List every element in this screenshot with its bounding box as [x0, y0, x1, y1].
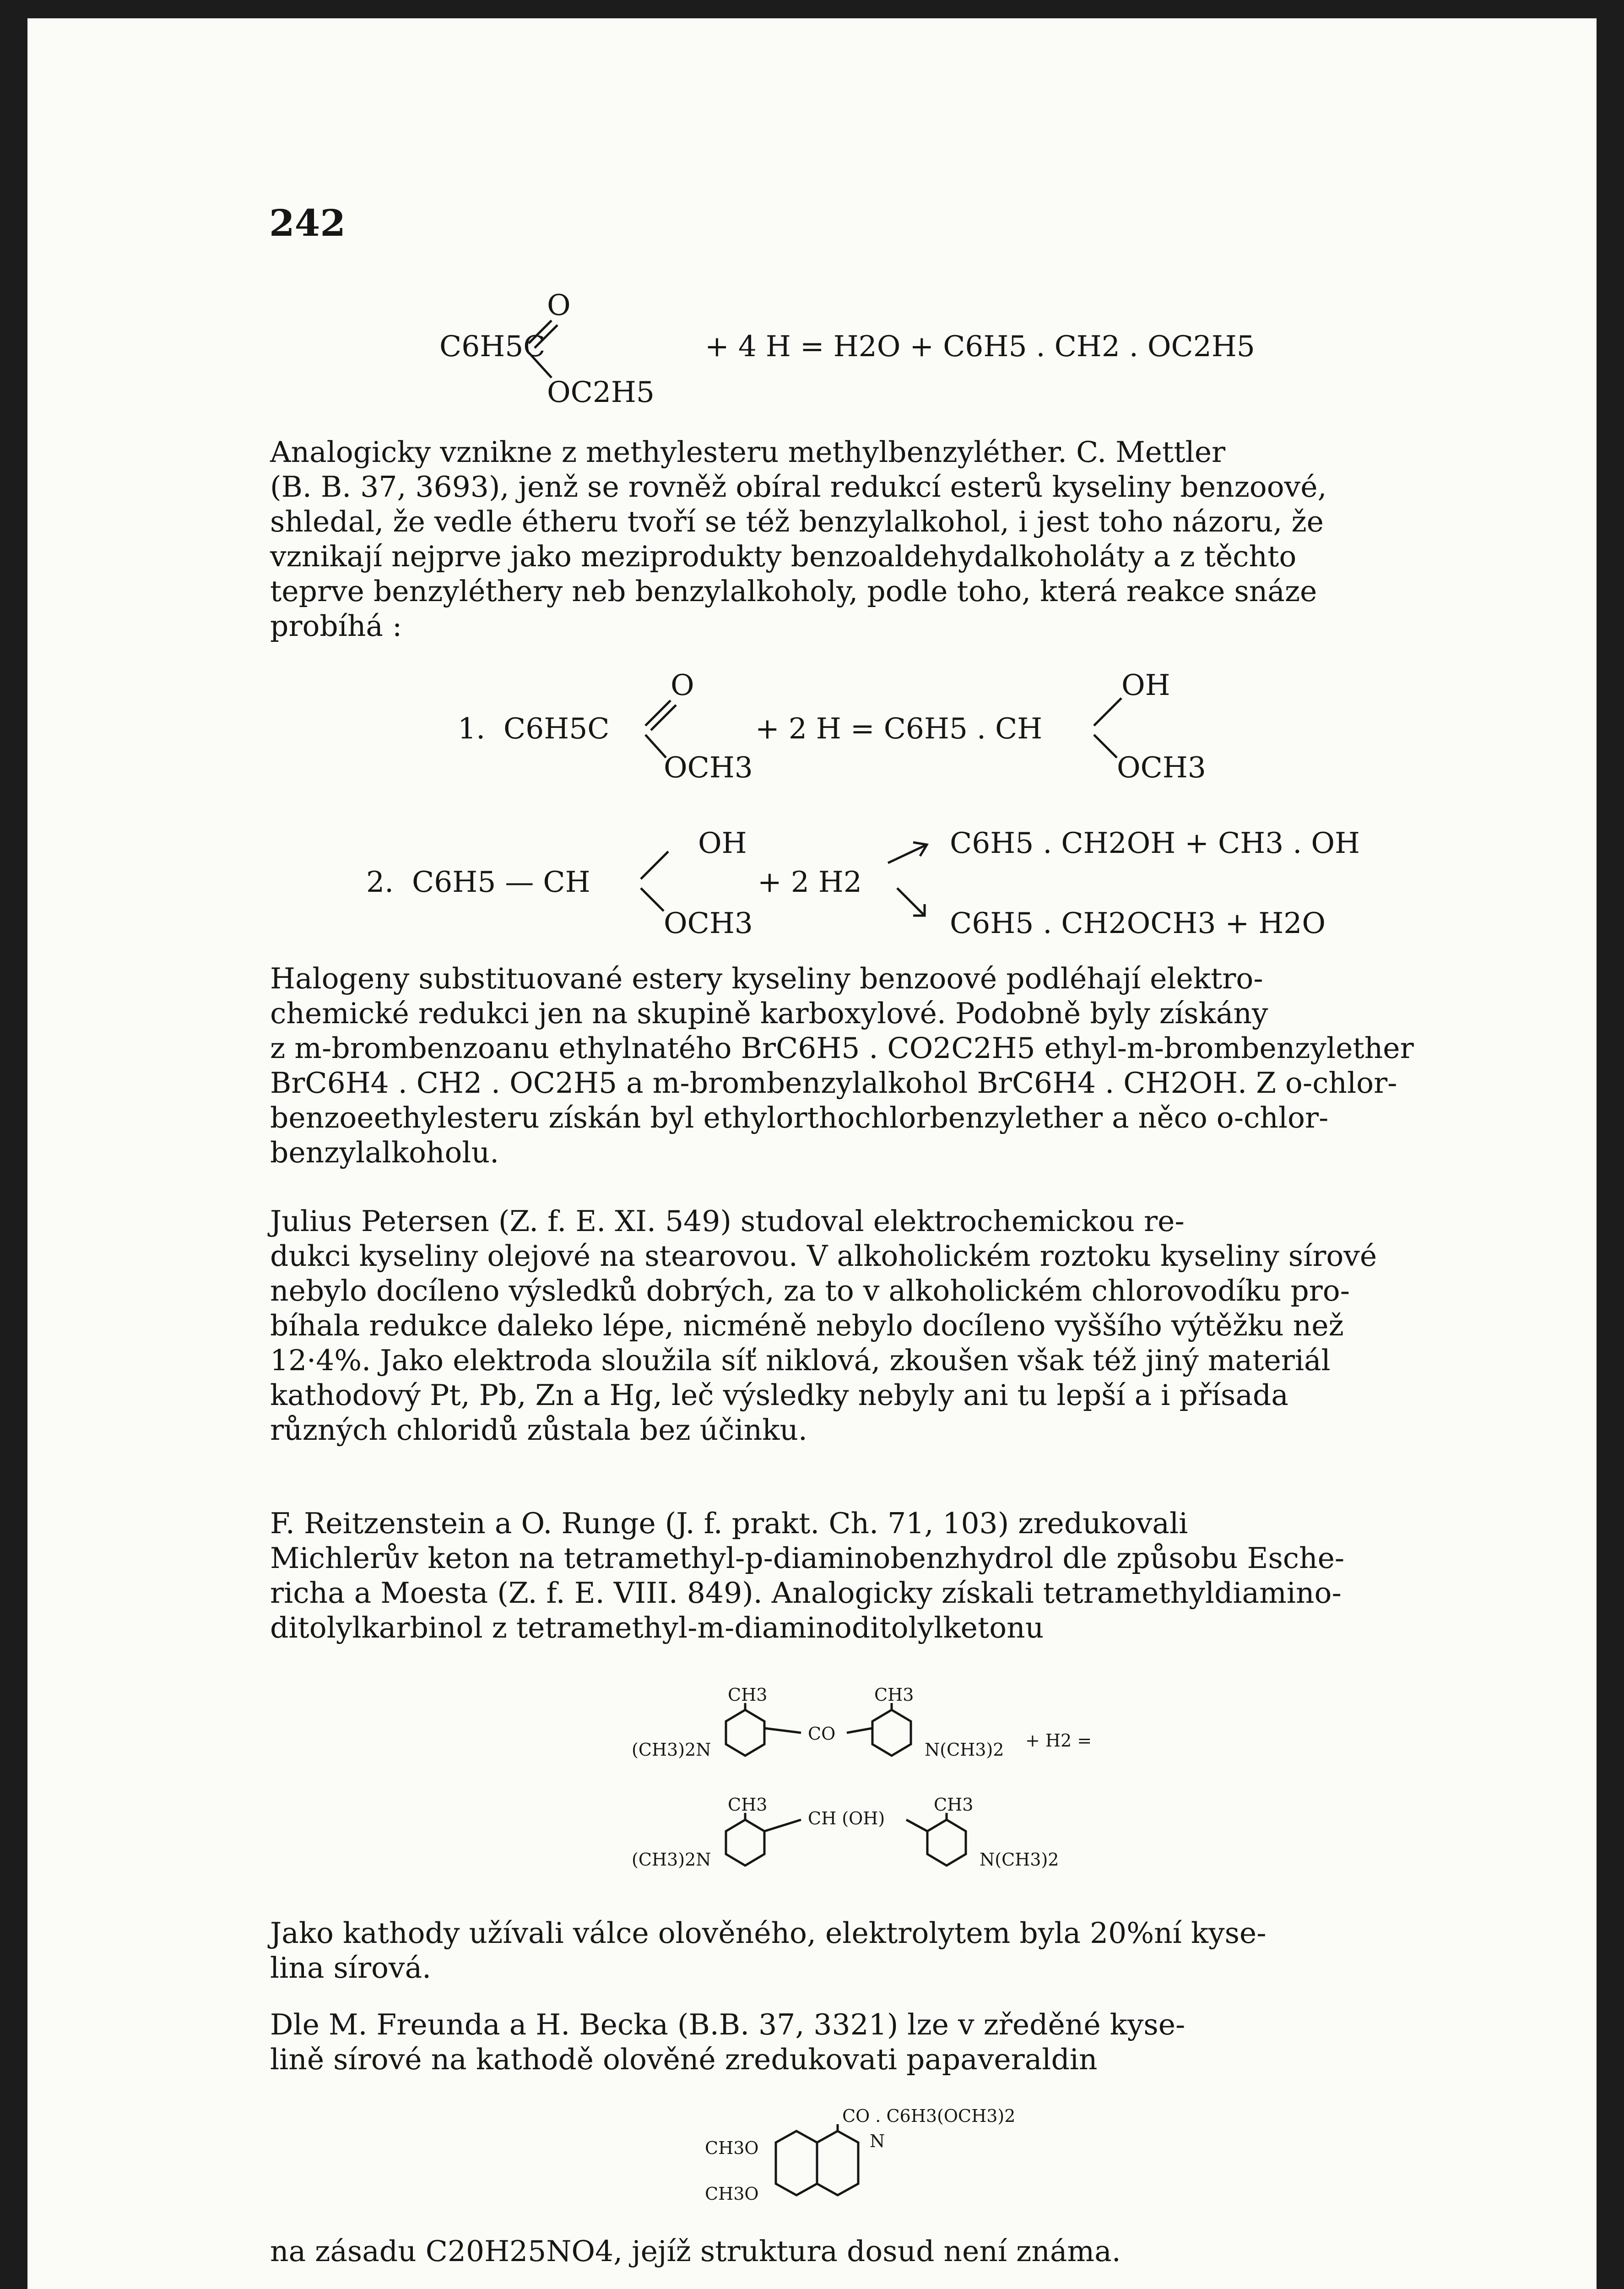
- paragraph-2: [270, 961, 1460, 1170]
- paragraph-2-line: chemické redukci jen na skupině karboxylové. Podobně byly získány: [270, 997, 1268, 1030]
- paragraph-3: [270, 1204, 1460, 1448]
- paragraph-4-line: ditolylkarbinol z tetramethyl-m-diaminoditolylketonu: [270, 1611, 1044, 1644]
- paragraph-1-line: probíhá :: [270, 609, 402, 643]
- structure-1-n-right: N(CH3)2: [925, 1740, 1004, 1760]
- paragraph-6-line: lině sírové na kathodě olověné zredukovati papaveraldin: [270, 2043, 1098, 2076]
- paragraph-5-line: lina sírová.: [270, 1951, 432, 1985]
- structure-2-bridge: CH (OH): [808, 1808, 885, 1828]
- structure-2-n-right: N(CH3)2: [980, 1850, 1059, 1870]
- papaveraldin-methoxy-bottom: CH3O: [705, 2184, 759, 2204]
- reaction-2-lhs-bottom: OCH3: [664, 906, 753, 940]
- paragraph-4-line: Michlerův keton na tetramethyl-p-diaminobenzhydrol dle způsobu Esche-: [270, 1541, 1345, 1575]
- paragraph-3-line: 12·4%. Jako elektroda sloužila síť niklová, zkoušen však též jiný materiál: [270, 1344, 1331, 1377]
- paragraph-2-line: z m-brombenzoanu ethylnatého BrC6H5 . CO2C2H5 ethyl-m-brombenzylether: [270, 1031, 1414, 1065]
- reaction-2-lhs: C6H5 — CH: [412, 865, 590, 899]
- paragraph-1-line: (B. B. 37, 3693), jenž se rovněž obíral redukcí esterů kyseliny benzoové,: [270, 470, 1327, 504]
- structure-1-bridge: CO: [808, 1724, 836, 1744]
- structure-2-ch3-right: CH3: [934, 1795, 974, 1815]
- paragraph-4-line: F. Reitzenstein a O. Runge (J. f. prakt. Ch. 71, 103) zredukovali: [270, 1507, 1188, 1540]
- paragraph-1-line: vznikají nejprve jako meziprodukty benzoaldehydalkoholáty a z těchto: [270, 540, 1297, 573]
- paragraph-3-line: Julius Petersen (Z. f. E. XI. 549) studoval elektrochemickou re-: [270, 1204, 1185, 1238]
- paragraph-2-line: BrC6H4 . CH2 . OC2H5 a m-brombenzylalkohol BrC6H4 . CH2OH. Z o-chlor-: [270, 1066, 1397, 1100]
- structure-2: [632, 1795, 1158, 1895]
- reaction-1-lhs-bottom: OCH3: [664, 751, 753, 784]
- paragraph-6: [270, 2007, 1460, 2077]
- structure-1-n-left: (CH3)2N: [632, 1740, 711, 1760]
- reaction-1-lhs-top: O: [671, 668, 694, 702]
- reaction-2-middle: + 2 H2: [758, 865, 862, 899]
- equation-1-rhs: + 4 H = H2O + C6H5 . CH2 . OC2H5: [705, 330, 1255, 363]
- reaction-1: [458, 668, 1419, 797]
- equation-1-bottom-group: OC2H5: [547, 375, 655, 409]
- paragraph-3-line: bíhala redukce daleko lépe, nicméně nebylo docíleno vyššího výtěžku než: [270, 1309, 1344, 1342]
- paragraph-2-line: benzylalkoholu.: [270, 1136, 499, 1169]
- paragraph-3-line: kathodový Pt, Pb, Zn a Hg, leč výsledky nebyly ani tu lepší a i přísada: [270, 1378, 1288, 1412]
- reaction-1-rhs-top: OH: [1121, 668, 1170, 702]
- equation-1: [430, 288, 1346, 426]
- reaction-2-product-top: C6H5 . CH2OH + CH3 . OH: [950, 826, 1360, 860]
- paragraph-4-line: richa a Moesta (Z. f. E. VIII. 849). Analogicky získali tetramethyldiamino-: [270, 1576, 1342, 1610]
- page-number: 242: [269, 201, 346, 244]
- structure-2-n-left: (CH3)2N: [632, 1850, 711, 1870]
- equation-1-lhs: C6H5C: [439, 330, 546, 363]
- paragraph-1-line: shledal, že vedle étheru tvoří se též benzylalkohol, i jest toho názoru, že: [270, 505, 1324, 538]
- papaveraldin-structure: [705, 2106, 1071, 2225]
- reaction-1-middle: + 2 H = C6H5 . CH: [755, 712, 1043, 745]
- paragraph-2-line: Halogeny substituované estery kyseliny benzoové podléhají elektro-: [270, 962, 1263, 995]
- structure-1-rings: [632, 1685, 1158, 1785]
- reaction-2: [366, 819, 1419, 957]
- reaction-2-product-bottom: C6H5 . CH2OCH3 + H2O: [950, 906, 1326, 940]
- papaveraldin-methoxy-top: CH3O: [705, 2138, 759, 2158]
- paragraph-3-line: různých chloridů zůstala bez účinku.: [270, 1413, 807, 1447]
- paragraph-3-line: dukci kyseliny olejové na stearovou. V alkoholickém roztoku kyseliny sírové: [270, 1239, 1377, 1273]
- paragraph-1: [270, 435, 1460, 644]
- structure-1-ch3-right: CH3: [874, 1685, 914, 1705]
- reaction-1-rhs-bottom: OCH3: [1117, 751, 1206, 784]
- structure-1: [632, 1685, 1158, 1785]
- paragraph-2-line: benzoeethylesteru získán byl ethylorthochlorbenzylether a něco o-chlor-: [270, 1101, 1329, 1134]
- structure-1-ch3-left: CH3: [728, 1685, 768, 1705]
- paragraph-3-line: nebylo docíleno výsledků dobrých, za to v alkoholickém chlorovodíku pro-: [270, 1274, 1350, 1307]
- reaction-2-arrows: [366, 819, 1419, 957]
- structure-1-tail: + H2 =: [1025, 1730, 1092, 1751]
- paragraph-7: [270, 2234, 1460, 2269]
- reaction-1-lhs: C6H5C: [503, 712, 610, 745]
- reaction-1-label: 1.: [458, 712, 486, 745]
- reaction-2-lhs-top: OH: [698, 826, 747, 860]
- page: [27, 18, 1597, 2289]
- paragraph-6-line: Dle M. Freunda a H. Becka (B.B. 37, 3321) lze v zředěné kyse-: [270, 2008, 1186, 2041]
- reaction-2-label: 2.: [366, 865, 394, 899]
- paragraph-7-line: na zásadu C20H25NO4, jejíž struktura dosud není známa.: [270, 2235, 1121, 2268]
- structure-2-ch3-left: CH3: [728, 1795, 768, 1815]
- paragraph-1-line: teprve benzyléthery neb benzylalkoholy, podle toho, která reakce snáze: [270, 575, 1317, 608]
- papaveraldin-rings: [705, 2106, 1071, 2225]
- reaction-1-bond-lines: [458, 668, 1419, 797]
- papaveraldin-nitrogen: N: [870, 2131, 885, 2151]
- paragraph-4: [270, 1506, 1460, 1645]
- paragraph-1-line: Analogicky vznikne z methylesteru methylbenzyléther. C. Mettler: [270, 435, 1226, 469]
- paragraph-5-line: Jako kathody užívali válce olověného, elektrolytem byla 20%ní kyse-: [270, 1916, 1267, 1950]
- paragraph-5: [270, 1916, 1460, 1985]
- structure-2-rings: [632, 1795, 1158, 1895]
- equation-1-top-group: O: [547, 288, 571, 322]
- papaveraldin-substituent: CO . C6H3(OCH3)2: [842, 2106, 1016, 2126]
